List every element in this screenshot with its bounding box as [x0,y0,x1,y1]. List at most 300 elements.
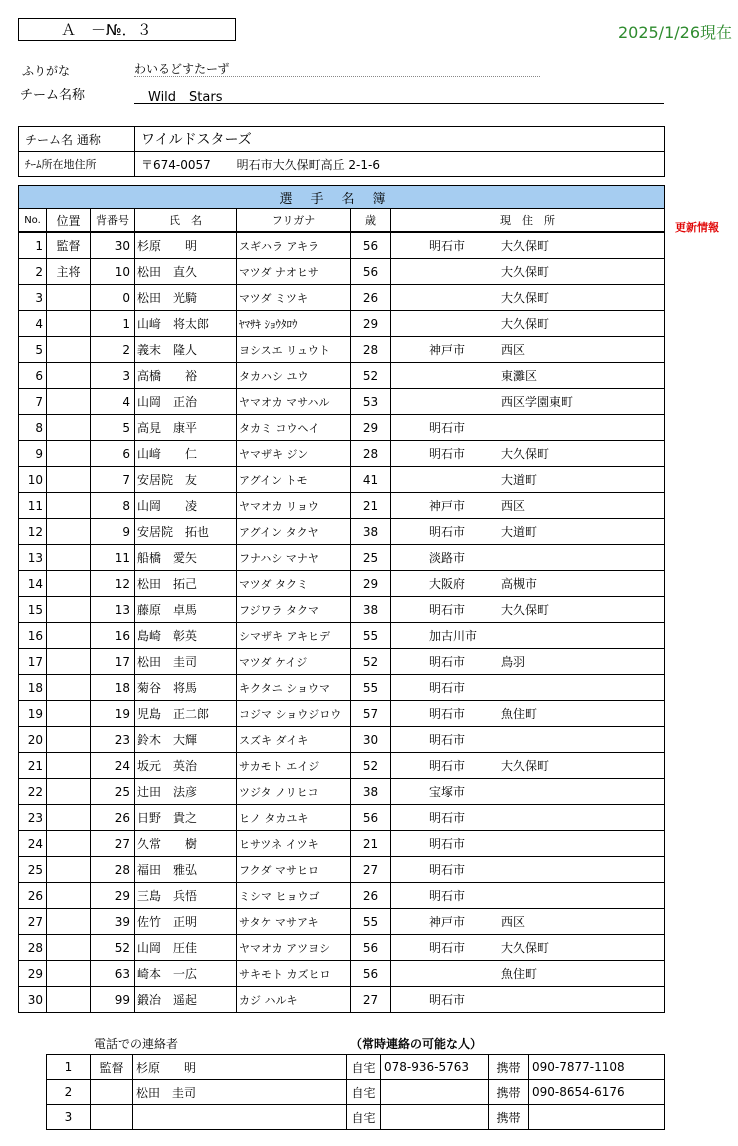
mobile-label: 携帯 [489,1080,529,1105]
row-position [47,311,91,337]
row-age: 56 [351,232,391,259]
row-position [47,961,91,987]
row-no: 29 [19,961,47,987]
row-city: 明石市 [429,863,466,877]
row-number: 3 [91,363,135,389]
row-number: 39 [91,909,135,935]
row-age: 52 [351,363,391,389]
roster-row [19,311,665,337]
row-kana: ヤマオカ マサハル [237,389,351,415]
contact-name: 松田 圭司 [133,1080,347,1105]
row-age: 29 [351,571,391,597]
row-name: 児島 正二郎 [135,701,237,727]
col-name: 氏 名 [135,209,237,233]
roster-row [19,259,665,285]
row-address [391,467,665,493]
row-no: 19 [19,701,47,727]
row-name: 義末 隆人 [135,337,237,363]
row-no: 11 [19,493,47,519]
common-name-label: チーム名 通称 [19,127,135,152]
row-name: 福田 雅弘 [135,857,237,883]
row-kana: フクダ マサヒロ [237,857,351,883]
row-kana: ﾔﾏｻｷ ｼｮｳﾀﾛｳ [237,311,351,337]
roster-row [19,727,665,753]
row-address [391,363,665,389]
row-name: 島崎 彰英 [135,623,237,649]
row-kana: マツダ タクミ [237,571,351,597]
roster-row [19,363,665,389]
row-kana: ヤマオカ アツヨシ [237,935,351,961]
row-number: 7 [91,467,135,493]
as-of-date: 2025/1/26現在 [617,23,732,42]
row-town: 大道町 [501,525,538,539]
row-address [391,649,665,675]
roster-header-row [19,209,665,233]
row-town: 魚住町 [501,707,538,721]
row-age: 56 [351,259,391,285]
row-name: 鍛冶 遥起 [135,987,237,1013]
row-address [391,285,665,311]
roster-row [19,571,665,597]
row-number: 52 [91,935,135,961]
roster-row [19,441,665,467]
roster-row [19,831,665,857]
contact-row [47,1105,665,1130]
row-position [47,623,91,649]
row-number: 23 [91,727,135,753]
row-position [47,831,91,857]
home-label: 自宅 [347,1080,381,1105]
row-kana: タカハシ ユウ [237,363,351,389]
row-name: 崎本 一広 [135,961,237,987]
contact-label: 電話での連絡者 [94,1037,179,1051]
row-age: 55 [351,909,391,935]
row-kana: ヤマオカ リョウ [237,493,351,519]
row-kana: シマザキ アキヒデ [237,623,351,649]
row-city: 明石市 [429,525,466,539]
row-kana: ツジタ ノリヒコ [237,779,351,805]
row-position [47,805,91,831]
home-label: 自宅 [347,1105,381,1130]
row-number: 6 [91,441,135,467]
row-kana: ミシマ ヒョウゴ [237,883,351,909]
row-no: 10 [19,467,47,493]
row-number: 19 [91,701,135,727]
row-number: 28 [91,857,135,883]
row-town: 大道町 [501,473,538,487]
roster-row [19,805,665,831]
contact-table [46,1054,665,1130]
row-address [391,857,665,883]
row-kana: スギハラ アキラ [237,232,351,259]
roster-table [18,185,665,1013]
team-info-table [18,126,665,177]
row-no: 22 [19,779,47,805]
row-kana: アグイン タクヤ [237,519,351,545]
row-no: 13 [19,545,47,571]
row-address [391,545,665,571]
row-town: 大久保町 [501,759,550,773]
row-city: 神戸市 [429,915,466,929]
row-name: 松田 直久 [135,259,237,285]
row-city: 宝塚市 [429,785,466,799]
row-address [391,753,665,779]
row-position: 監督 [47,232,91,259]
row-age: 29 [351,311,391,337]
row-town: 西区 [501,915,526,929]
row-city: 大阪府 [429,577,466,591]
row-age: 56 [351,961,391,987]
row-position [47,389,91,415]
row-no: 23 [19,805,47,831]
row-age: 29 [351,415,391,441]
row-no: 27 [19,909,47,935]
contact-name [133,1105,347,1130]
roster-row [19,467,665,493]
row-no: 3 [19,285,47,311]
row-position [47,493,91,519]
row-position [47,545,91,571]
row-number: 30 [91,232,135,259]
row-name: 山岡 凌 [135,493,237,519]
row-name: 山﨑 将太郎 [135,311,237,337]
row-address [391,441,665,467]
contact-no: 3 [47,1105,91,1130]
row-name: 山岡 正治 [135,389,237,415]
col-position: 位置 [47,209,91,233]
row-position [47,987,91,1013]
row-kana: サキモト カズヒロ [237,961,351,987]
row-address [391,311,665,337]
row-address [391,337,665,363]
row-name: 安居院 拓也 [135,519,237,545]
row-no: 16 [19,623,47,649]
furigana-value: わいるどすたーず [134,60,540,77]
roster-row [19,935,665,961]
row-address [391,961,665,987]
row-city: 明石市 [429,707,466,721]
row-address [391,675,665,701]
postal-code: 〒674-0057 [141,157,211,172]
row-age: 55 [351,675,391,701]
row-position [47,415,91,441]
row-no: 7 [19,389,47,415]
row-number: 17 [91,649,135,675]
row-town: 大久保町 [501,265,550,279]
row-kana: アグイン トモ [237,467,351,493]
row-name: 辻田 法彦 [135,779,237,805]
mobile-phone [529,1105,665,1130]
roster-row [19,649,665,675]
row-city: 神戸市 [429,343,466,357]
row-address [391,779,665,805]
team-name-label: チーム名称 [20,88,86,103]
home-phone [381,1105,489,1130]
contact-no: 1 [47,1055,91,1080]
row-position [47,935,91,961]
row-kana: サタケ マサアキ [237,909,351,935]
row-city: 明石市 [429,759,466,773]
roster-row [19,753,665,779]
row-address [391,727,665,753]
roster-row [19,623,665,649]
row-address [391,701,665,727]
row-age: 57 [351,701,391,727]
row-number: 0 [91,285,135,311]
row-kana: タカミ コウヘイ [237,415,351,441]
row-number: 99 [91,987,135,1013]
row-city: 神戸市 [429,499,466,513]
row-position [47,701,91,727]
update-info-link[interactable]: 更新情報 [675,221,719,234]
team-name-value: Wild Stars [134,86,664,104]
row-name: 三島 兵悟 [135,883,237,909]
row-city: 明石市 [429,421,466,435]
row-number: 10 [91,259,135,285]
row-kana: キクタニ ショウマ [237,675,351,701]
row-name: 山﨑 仁 [135,441,237,467]
roster-row [19,675,665,701]
row-city: 明石市 [429,941,466,955]
row-number: 4 [91,389,135,415]
mobile-label: 携帯 [489,1055,529,1080]
row-city: 明石市 [429,837,466,851]
mobile-phone: 090-8654-6176 [529,1080,665,1105]
row-no: 17 [19,649,47,675]
row-number: 27 [91,831,135,857]
row-number: 13 [91,597,135,623]
roster-row [19,857,665,883]
roster-row [19,285,665,311]
row-city: 明石市 [429,603,466,617]
row-no: 2 [19,259,47,285]
home-phone: 078-936-5763 [381,1055,489,1080]
row-position [47,753,91,779]
row-age: 26 [351,883,391,909]
row-name: 安居院 友 [135,467,237,493]
contact-no: 2 [47,1080,91,1105]
row-no: 6 [19,363,47,389]
row-city: 加古川市 [429,629,478,643]
row-city: 明石市 [429,239,466,253]
row-no: 28 [19,935,47,961]
row-age: 38 [351,779,391,805]
row-kana: ヤマザキ ジン [237,441,351,467]
row-position [47,597,91,623]
row-age: 27 [351,987,391,1013]
row-town: 西区 [501,499,526,513]
mobile-label: 携帯 [489,1105,529,1130]
row-position [47,441,91,467]
contact-row [47,1080,665,1105]
common-name-value: ワイルドスターズ [135,127,665,152]
row-number: 1 [91,311,135,337]
row-name: 鈴木 大輝 [135,727,237,753]
row-kana: マツダ ミツキ [237,285,351,311]
row-address [391,571,665,597]
row-position [47,883,91,909]
row-town: 鳥羽 [501,655,526,669]
row-town: 大久保町 [501,317,550,331]
row-city: 淡路市 [429,551,466,565]
row-position [47,519,91,545]
col-address: 現 住 所 [391,209,665,233]
row-address [391,831,665,857]
row-age: 26 [351,285,391,311]
row-name: 松田 光騎 [135,285,237,311]
row-number: 26 [91,805,135,831]
row-no: 4 [19,311,47,337]
row-address [391,623,665,649]
row-no: 21 [19,753,47,779]
row-town: 大久保町 [501,941,550,955]
row-number: 16 [91,623,135,649]
row-address [391,519,665,545]
row-position [47,467,91,493]
roster-row [19,519,665,545]
row-age: 52 [351,649,391,675]
row-number: 8 [91,493,135,519]
row-address [391,909,665,935]
col-kana: フリガナ [237,209,351,233]
row-age: 28 [351,337,391,363]
row-position [47,337,91,363]
row-no: 18 [19,675,47,701]
row-no: 25 [19,857,47,883]
row-address [391,805,665,831]
roster-row [19,389,665,415]
row-name: 佐竹 正明 [135,909,237,935]
row-name: 松田 拓己 [135,571,237,597]
row-address [391,987,665,1013]
sheet-id: Ａ －№．３ [18,18,236,41]
row-no: 1 [19,232,47,259]
row-position [47,285,91,311]
contact-name: 杉原 明 [133,1055,347,1080]
address-label: ﾁｰﾑ所在地住所 [19,152,135,177]
row-name: 山岡 圧佳 [135,935,237,961]
row-address [391,935,665,961]
row-kana: コジマ ショウジロウ [237,701,351,727]
row-age: 52 [351,753,391,779]
row-kana: ヒノ タカユキ [237,805,351,831]
row-no: 9 [19,441,47,467]
col-no: No. [19,209,47,233]
row-town: 魚住町 [501,967,538,981]
row-name: 高見 康平 [135,415,237,441]
row-age: 56 [351,805,391,831]
roster-row [19,779,665,805]
row-kana: スズキ ダイキ [237,727,351,753]
row-number: 29 [91,883,135,909]
col-number: 背番号 [91,209,135,233]
row-town: 西区 [501,343,526,357]
row-city: 明石市 [429,733,466,747]
row-age: 55 [351,623,391,649]
home-phone [381,1080,489,1105]
row-kana: ヒサツネ イツキ [237,831,351,857]
roster-row [19,545,665,571]
row-town: 大久保町 [501,447,550,461]
row-name: 船橋 愛矢 [135,545,237,571]
row-number: 24 [91,753,135,779]
row-age: 53 [351,389,391,415]
row-age: 38 [351,519,391,545]
row-number: 25 [91,779,135,805]
row-position [47,675,91,701]
row-address [391,415,665,441]
roster-row [19,493,665,519]
address-value: 明石市大久保町高丘 2-1-6 [236,157,380,172]
row-city: 明石市 [429,681,466,695]
row-kana: サカモト エイジ [237,753,351,779]
furigana-label: ふりがな [22,64,71,78]
row-age: 25 [351,545,391,571]
row-town: 大久保町 [501,291,550,305]
contact-position: 監督 [91,1055,133,1080]
roster-row [19,701,665,727]
row-number: 12 [91,571,135,597]
row-age: 28 [351,441,391,467]
row-no: 8 [19,415,47,441]
row-town: 西区学園東町 [501,395,574,409]
row-number: 18 [91,675,135,701]
contact-position [91,1080,133,1105]
row-name: 久常 樹 [135,831,237,857]
row-kana: ヨシスエ リュウト [237,337,351,363]
row-number: 11 [91,545,135,571]
row-position [47,363,91,389]
row-name: 日野 貴之 [135,805,237,831]
contact-row [47,1055,665,1080]
roster-row [19,987,665,1013]
row-address [391,883,665,909]
row-address [391,259,665,285]
row-address [391,597,665,623]
row-town: 高槻市 [501,577,538,591]
row-no: 15 [19,597,47,623]
row-address [391,232,665,259]
row-city: 明石市 [429,655,466,669]
row-town: 大久保町 [501,239,550,253]
row-number: 9 [91,519,135,545]
row-age: 21 [351,493,391,519]
col-age: 歳 [351,209,391,233]
row-number: 5 [91,415,135,441]
row-age: 56 [351,935,391,961]
row-kana: マツダ ケイジ [237,649,351,675]
row-name: 松田 圭司 [135,649,237,675]
row-age: 21 [351,831,391,857]
row-address [391,493,665,519]
row-no: 20 [19,727,47,753]
row-city: 明石市 [429,889,466,903]
row-position [47,909,91,935]
row-age: 38 [351,597,391,623]
roster-row [19,337,665,363]
row-no: 24 [19,831,47,857]
row-name: 杉原 明 [135,232,237,259]
contact-note: （常時連絡の可能な人） [350,1037,483,1051]
row-name: 坂元 英治 [135,753,237,779]
mobile-phone: 090-7877-1108 [529,1055,665,1080]
row-city: 明石市 [429,993,466,1007]
row-position [47,727,91,753]
row-number: 63 [91,961,135,987]
row-position [47,779,91,805]
row-position [47,571,91,597]
row-position: 主将 [47,259,91,285]
